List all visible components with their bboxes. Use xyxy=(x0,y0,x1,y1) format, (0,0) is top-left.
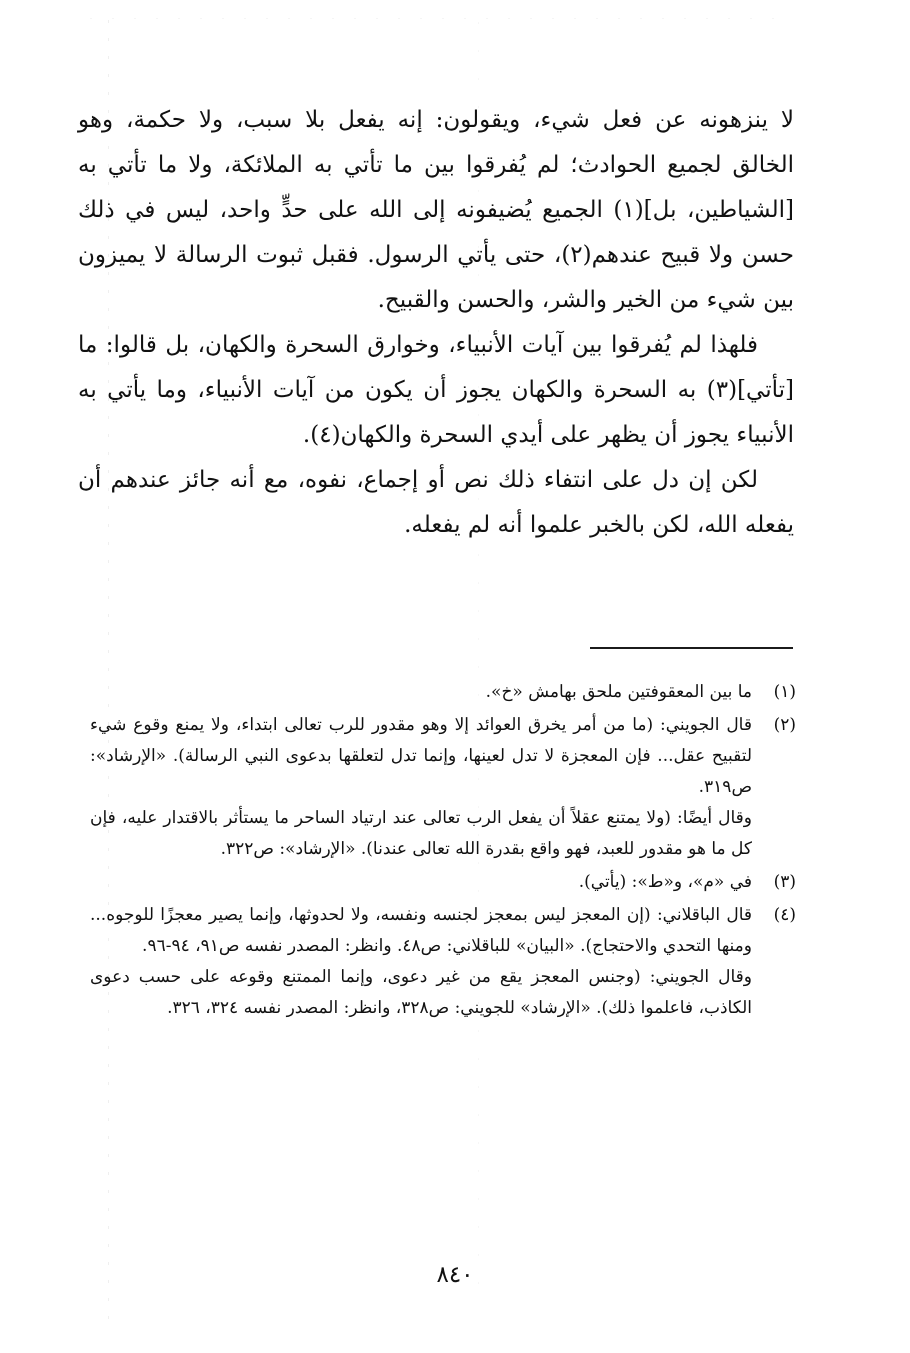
footnote-2-text-2: وقال أيضًا: (ولا يمتنع عقلاً أن يفعل الرب تعالى عند ارتياد الساحر ما يستأثر بالاقتدار عليه، فإن كل ما هو مقدور للعبد، فهو واقع بقدرة الله تعالى عندنا). «الإرشاد»: ص٣٢٢. xyxy=(90,808,752,859)
footnote-body-4 xyxy=(90,900,752,1024)
footnote-1 xyxy=(90,677,796,708)
footnote-3 xyxy=(90,867,796,898)
footnote-body-1 xyxy=(90,677,752,708)
footnote-4-text-2: وقال الجويني: (وجنس المعجز يقع من غير دعوى، وإنما الممتنع وقوعه على حسب دعوى الكاذب، فاعلموا ذلك). «الإرشاد» للجويني: ص٣٢٨، وانظر: المصدر نفسه ٣٢٤، ٣٢٦. xyxy=(90,967,752,1018)
footnote-separator xyxy=(590,647,793,649)
footnote-3-text: في «م»، و«ط»: (يأتي). xyxy=(578,872,752,892)
footnote-number-2: (٢) xyxy=(773,715,796,735)
footnote-number-3: (٣) xyxy=(773,872,796,892)
main-paragraph-3: لكن إن دل على انتفاء ذلك نص أو إجماع، نفوه، مع أنه جائز عندهم أن يفعله الله، لكن بالخبر علموا أنه لم يفعله. xyxy=(78,467,794,538)
footnote-4-text-1: قال الباقلاني: (إن المعجز ليس بمعجز لجنسه ونفسه، ولا لحدوثها، وإنما يصير معجزًا للوجوه... ومنها التحدي والاحتجاج). «البيان» للباقلاني: ص٤٨. وانظر: المصدر نفسه ص٩١، ٩٤-٩٦. xyxy=(90,905,752,956)
footnote-2 xyxy=(90,710,796,865)
main-text xyxy=(78,98,794,548)
footnote-body-3 xyxy=(90,867,752,898)
footnote-1-text: ما بين المعقوفتين ملحق بهامش «خ». xyxy=(485,682,752,702)
footnotes xyxy=(90,677,796,1026)
main-paragraph-1: لا ينزهونه عن فعل شيء، ويقولون: إنه يفعل بلا سبب، ولا حكمة، وهو الخالق لجميع الحوادث؛ لم يُفرقوا بين ما تأتي به الملائكة، ولا ما تأتي به [الشياطين، بل](١) الجميع يُضيفونه إلى الله على حدٍّ واحد، ليس في ذلك حسن ولا قبيح عندهم(٢)، حتى يأتي الرسول. فقبل ثبوت الرسالة لا يميزون بين شيء من الخير والشر، والحسن والقبيح. xyxy=(78,107,794,313)
footnote-number-1: (١) xyxy=(773,682,796,702)
page-number: ٨٤٠ xyxy=(436,1262,474,1288)
scan-guide-top xyxy=(90,18,790,19)
main-paragraph-2: فلهذا لم يُفرقوا بين آيات الأنبياء، وخوارق السحرة والكهان، بل قالوا: ما [تأتي](٣) به السحرة والكهان يجوز أن يكون من آيات الأنبياء، وما يأتي به الأنبياء يجوز أن يظهر على أيدي السحرة والكهان(٤). xyxy=(78,332,794,448)
footnote-body-2 xyxy=(90,710,752,865)
footnote-number-4: (٤) xyxy=(773,905,796,925)
footnote-4 xyxy=(90,900,796,1024)
footnote-2-text-1: قال الجويني: (ما من أمر يخرق العوائد إلا وهو مقدور للرب تعالى ابتداء، ولا يمنع وقوع شيء لتقبيح عقل... فإن المعجزة لا تدل لعينها، وإنما تدل لتعلقها بدعوى النبي الرسالة). «الإرشاد»: ص٣١٩. xyxy=(90,715,752,797)
